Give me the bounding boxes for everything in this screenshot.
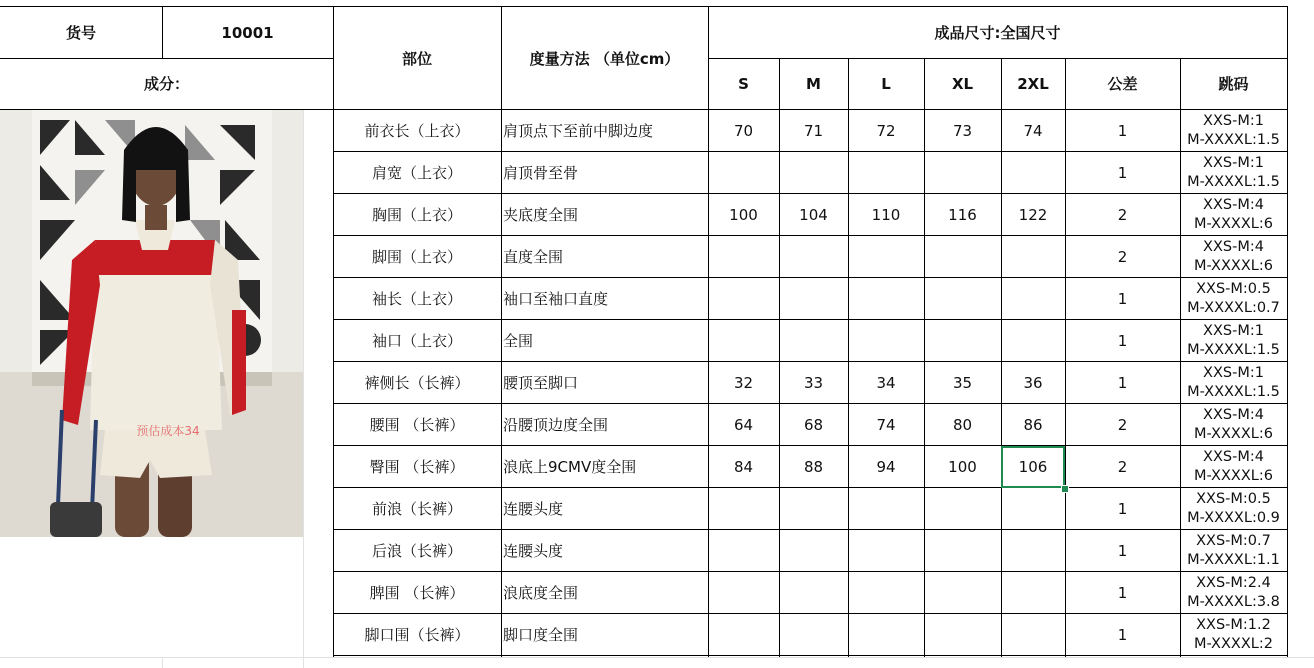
size-header-s: S xyxy=(738,75,749,93)
part-cell[interactable]: 脚口围（长裤） xyxy=(364,626,470,644)
size-value-cell[interactable] xyxy=(1001,488,1065,530)
size-value-cell[interactable] xyxy=(708,278,779,320)
tolerance-cell[interactable]: 1 xyxy=(1117,626,1128,644)
grading-large-range: M-XXXXL:1.5 xyxy=(1187,174,1280,190)
tolerance-header: 公差 xyxy=(1107,75,1138,93)
row-border xyxy=(333,193,1288,194)
part-cell[interactable]: 臀围 （长裤） xyxy=(369,458,465,476)
size-value-cell[interactable]: 86 xyxy=(1023,416,1043,434)
grading-small-range: XXS-M:0.7 xyxy=(1196,533,1271,549)
grading-large-range: M-XXXXL:3.8 xyxy=(1187,594,1280,610)
part-cell[interactable]: 胸围（上衣） xyxy=(371,206,462,224)
size-value-cell[interactable] xyxy=(848,152,924,194)
size-header-l: L xyxy=(881,75,891,93)
row-border xyxy=(333,487,1288,488)
size-value-cell[interactable]: 74 xyxy=(876,416,896,434)
size-value-cell[interactable] xyxy=(779,614,848,656)
size-value-cell[interactable] xyxy=(708,572,779,614)
grading-cell[interactable] xyxy=(1180,236,1287,278)
size-value-cell[interactable] xyxy=(1001,278,1065,320)
part-cell[interactable]: 后浪（长裤） xyxy=(371,542,462,560)
tolerance-cell[interactable]: 1 xyxy=(1117,122,1128,140)
grading-small-range: XXS-M:4 xyxy=(1203,407,1264,423)
size-value-cell[interactable]: 100 xyxy=(729,206,758,224)
grading-large-range: M-XXXXL:0.7 xyxy=(1187,300,1280,316)
grading-cell[interactable] xyxy=(1180,572,1287,614)
row-border xyxy=(333,445,1288,446)
size-value-cell[interactable] xyxy=(708,320,779,362)
size-value-cell[interactable] xyxy=(779,572,848,614)
grading-small-range: XXS-M:1.2 xyxy=(1196,617,1271,633)
size-value-cell[interactable]: 70 xyxy=(733,122,754,140)
size-value-cell[interactable]: 71 xyxy=(803,122,824,140)
row-border xyxy=(333,403,1288,404)
grading-large-range: M-XXXXL:1.5 xyxy=(1187,384,1280,400)
grading-small-range: XXS-M:1 xyxy=(1203,113,1264,129)
size-value-cell[interactable] xyxy=(924,488,1001,530)
size-value-cell[interactable] xyxy=(708,236,779,278)
size-value-cell[interactable] xyxy=(708,488,779,530)
part-cell[interactable]: 脾围 （长裤） xyxy=(369,584,465,602)
tolerance-cell[interactable]: 1 xyxy=(1117,332,1128,350)
size-value-cell[interactable] xyxy=(779,320,848,362)
size-value-cell[interactable] xyxy=(1001,530,1065,572)
grading-small-range: XXS-M:1 xyxy=(1203,365,1264,381)
part-cell[interactable]: 前浪（长裤） xyxy=(371,500,462,518)
grading-large-range: M-XXXXL:0.9 xyxy=(1187,510,1280,526)
size-value-cell[interactable] xyxy=(779,152,848,194)
method-cell[interactable]: 直度全围 xyxy=(503,248,564,266)
grading-small-range: XXS-M:0.5 xyxy=(1196,281,1271,297)
size-value-cell[interactable] xyxy=(924,278,1001,320)
size-value-cell[interactable] xyxy=(924,572,1001,614)
size-value-cell[interactable]: 104 xyxy=(799,206,828,224)
tolerance-cell[interactable]: 2 xyxy=(1117,416,1128,434)
grading-large-range: M-XXXXL:6 xyxy=(1194,258,1273,274)
size-value-cell[interactable] xyxy=(848,320,924,362)
tolerance-cell[interactable]: 1 xyxy=(1117,500,1128,518)
size-value-cell[interactable] xyxy=(1001,236,1065,278)
size-value-cell[interactable] xyxy=(848,530,924,572)
part-cell[interactable]: 脚围（上衣） xyxy=(371,248,462,266)
size-value-cell[interactable]: 94 xyxy=(876,458,896,476)
size-value-cell[interactable] xyxy=(1001,152,1065,194)
row-border xyxy=(333,613,1288,614)
grading-small-range: XXS-M:0.5 xyxy=(1196,491,1271,507)
size-value-cell[interactable] xyxy=(924,614,1001,656)
method-cell[interactable]: 连腰头度 xyxy=(503,500,564,518)
method-cell[interactable]: 全围 xyxy=(503,332,534,350)
photo-watermark: 预估成本34 xyxy=(136,424,200,438)
size-value-cell[interactable] xyxy=(848,236,924,278)
size-value-cell[interactable]: 106 xyxy=(1018,458,1048,476)
grading-header: 跳码 xyxy=(1218,75,1249,93)
size-value-cell[interactable]: 33 xyxy=(803,374,824,392)
row-border xyxy=(333,235,1288,236)
method-header: 度量方法 （单位cm） xyxy=(529,49,680,68)
size-value-cell[interactable] xyxy=(708,152,779,194)
grid-line xyxy=(0,657,1314,658)
selected-cell[interactable] xyxy=(1001,446,1065,488)
part-cell[interactable]: 袖口（上衣） xyxy=(371,332,462,350)
grading-cell[interactable] xyxy=(1180,614,1287,656)
size-value-cell[interactable]: 64 xyxy=(733,416,754,434)
grid-line xyxy=(162,657,163,668)
size-group-header: 成品尺寸:全国尺寸 xyxy=(934,23,1061,42)
size-value-cell[interactable] xyxy=(848,278,924,320)
tolerance-cell[interactable]: 1 xyxy=(1117,164,1128,182)
size-value-cell[interactable]: 110 xyxy=(871,206,901,224)
size-value-cell[interactable]: 73 xyxy=(952,122,973,140)
fill-handle[interactable] xyxy=(1061,485,1069,493)
grading-cell[interactable] xyxy=(1180,320,1287,362)
size-value-cell[interactable]: 72 xyxy=(876,122,896,140)
method-cell[interactable]: 脚口度全围 xyxy=(503,626,579,644)
part-cell[interactable]: 袖长（上衣） xyxy=(371,290,462,308)
grading-cell[interactable] xyxy=(1180,278,1287,320)
part-header: 部位 xyxy=(401,49,432,68)
size-value-cell[interactable] xyxy=(1001,572,1065,614)
grading-large-range: M-XXXXL:1.5 xyxy=(1187,342,1280,358)
size-header-2xl: 2XL xyxy=(1017,75,1049,93)
size-value-cell[interactable]: 80 xyxy=(952,416,973,434)
tolerance-cell[interactable]: 2 xyxy=(1117,458,1128,476)
grading-large-range: M-XXXXL:6 xyxy=(1194,426,1273,442)
model-outfit-image xyxy=(0,110,303,537)
size-value-cell[interactable] xyxy=(1001,614,1065,656)
grading-small-range: XXS-M:4 xyxy=(1203,239,1264,255)
size-header-xl: XL xyxy=(951,75,974,93)
row-border xyxy=(333,277,1288,278)
size-value-cell[interactable] xyxy=(708,614,779,656)
row-border xyxy=(333,151,1288,152)
size-value-cell[interactable] xyxy=(848,614,924,656)
size-value-cell[interactable] xyxy=(779,278,848,320)
size-value-cell[interactable]: 84 xyxy=(733,458,754,476)
size-value-cell[interactable] xyxy=(848,488,924,530)
grading-large-range: M-XXXXL:6 xyxy=(1194,468,1273,484)
grading-small-range: XXS-M:1 xyxy=(1203,323,1264,339)
product-photo xyxy=(0,110,303,537)
item-no-label: 货号 xyxy=(65,23,96,42)
tolerance-cell[interactable]: 2 xyxy=(1117,248,1128,266)
size-value-cell[interactable]: 88 xyxy=(803,458,824,476)
method-cell[interactable]: 肩顶骨至骨 xyxy=(503,164,579,182)
tolerance-cell[interactable]: 1 xyxy=(1117,290,1128,308)
grading-large-range: M-XXXXL:1.1 xyxy=(1187,552,1280,568)
size-value-cell[interactable] xyxy=(708,530,779,572)
row-border xyxy=(333,319,1288,320)
grading-large-range: M-XXXXL:2 xyxy=(1194,636,1273,652)
row-border xyxy=(333,361,1288,362)
size-value-cell[interactable] xyxy=(924,320,1001,362)
size-value-cell[interactable] xyxy=(924,236,1001,278)
grading-cell[interactable] xyxy=(1180,152,1287,194)
grading-small-range: XXS-M:4 xyxy=(1203,197,1264,213)
size-value-cell[interactable] xyxy=(848,572,924,614)
tolerance-cell[interactable]: 1 xyxy=(1117,584,1128,602)
size-value-cell[interactable] xyxy=(779,530,848,572)
part-cell[interactable]: 腰围 （长裤） xyxy=(369,416,465,434)
size-value-cell[interactable]: 34 xyxy=(876,374,896,392)
part-cell[interactable]: 裤侧长（长裤） xyxy=(364,374,470,392)
grading-large-range: M-XXXXL:1.5 xyxy=(1187,132,1280,148)
part-cell[interactable]: 前衣长（上衣） xyxy=(364,122,470,140)
size-value-cell[interactable]: 68 xyxy=(803,416,824,434)
grading-small-range: XXS-M:1 xyxy=(1203,155,1264,171)
grid-line xyxy=(303,110,304,668)
grading-cell[interactable] xyxy=(1180,404,1287,446)
size-value-cell[interactable]: 32 xyxy=(733,374,754,392)
method-cell[interactable]: 肩顶点下至前中脚边度 xyxy=(503,122,654,140)
size-header-m: M xyxy=(806,75,821,93)
grading-cell[interactable] xyxy=(1180,362,1287,404)
method-cell[interactable]: 浪底度全围 xyxy=(503,584,579,602)
size-value-cell[interactable] xyxy=(924,152,1001,194)
grading-cell[interactable] xyxy=(1180,530,1287,572)
grading-small-range: XXS-M:4 xyxy=(1203,449,1264,465)
method-cell[interactable]: 夹底度全围 xyxy=(503,206,579,224)
row-border xyxy=(333,571,1288,572)
row-border xyxy=(333,655,1288,656)
grading-cell[interactable] xyxy=(1180,446,1287,488)
grading-cell[interactable] xyxy=(1180,194,1287,236)
item-no-value[interactable]: 10001 xyxy=(221,23,274,42)
method-cell[interactable]: 浪底上9CMV度全围 xyxy=(503,458,637,476)
size-value-cell[interactable]: 100 xyxy=(948,458,977,476)
method-cell[interactable]: 连腰头度 xyxy=(503,542,564,560)
size-value-cell[interactable]: 122 xyxy=(1018,206,1048,224)
size-value-cell[interactable]: 74 xyxy=(1023,122,1043,140)
composition-label: 成分： xyxy=(143,75,189,93)
tolerance-cell[interactable]: 1 xyxy=(1117,542,1128,560)
grading-large-range: M-XXXXL:6 xyxy=(1194,216,1273,232)
grading-small-range: XXS-M:2.4 xyxy=(1196,575,1271,591)
row-border xyxy=(333,529,1288,530)
grading-cell[interactable] xyxy=(1180,110,1287,152)
method-cell[interactable]: 袖口至袖口直度 xyxy=(503,290,609,308)
size-value-cell[interactable] xyxy=(779,488,848,530)
tolerance-cell[interactable]: 1 xyxy=(1117,374,1128,392)
part-cell[interactable]: 肩宽（上衣） xyxy=(371,164,462,182)
size-value-cell[interactable]: 36 xyxy=(1023,374,1043,392)
size-value-cell[interactable] xyxy=(1001,320,1065,362)
size-value-cell[interactable] xyxy=(779,236,848,278)
size-value-cell[interactable] xyxy=(924,530,1001,572)
method-cell[interactable]: 沿腰顶边度全围 xyxy=(503,416,609,434)
size-value-cell[interactable]: 116 xyxy=(948,206,977,224)
method-cell[interactable]: 腰顶至脚口 xyxy=(503,374,579,392)
grading-cell[interactable] xyxy=(1180,488,1287,530)
size-value-cell[interactable]: 35 xyxy=(952,374,973,392)
tolerance-cell[interactable]: 2 xyxy=(1117,206,1128,224)
